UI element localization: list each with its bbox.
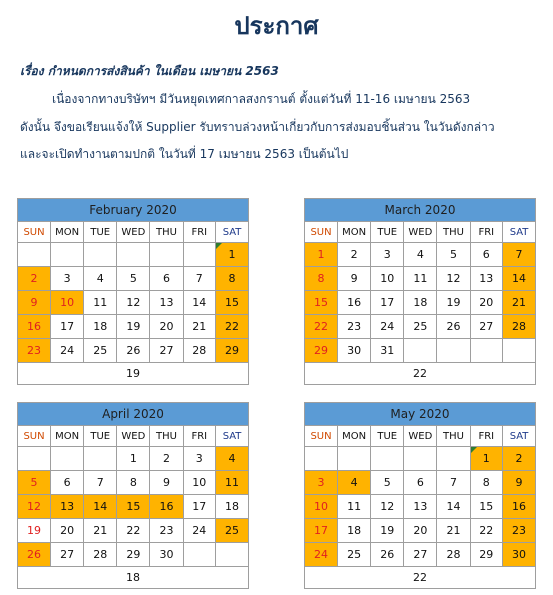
calendar-week-row xyxy=(305,543,536,567)
calendar-day-cell: 12 xyxy=(117,291,150,315)
weekday-header: TUE xyxy=(371,222,404,243)
weekday-header: FRI xyxy=(470,222,503,243)
calendar-day-cell: 3 xyxy=(371,243,404,267)
calendar-day-cell: 7 xyxy=(84,471,117,495)
calendar-day-cell: 21 xyxy=(183,315,216,339)
calendar-day-cell: 29 xyxy=(117,543,150,567)
calendar-day-cell: 20 xyxy=(404,519,437,543)
calendar-day-cell: 23 xyxy=(18,339,51,363)
calendar-day-cell: 27 xyxy=(470,315,503,339)
calendar-day-cell: 28 xyxy=(84,543,117,567)
calendar-empty-cell xyxy=(51,243,84,267)
weekday-header: FRI xyxy=(183,222,216,243)
weekday-header: FRI xyxy=(183,426,216,447)
weekday-header: SUN xyxy=(18,426,51,447)
calendar-day-cell: 2 xyxy=(338,243,371,267)
calendar-day-cell: 25 xyxy=(216,519,249,543)
calendar-april xyxy=(17,402,249,589)
body-line-3: และจะเปิดทำงานตามปกติ ในวันที่ 17 เมษายน 2563 เป็นต้นไป xyxy=(20,147,349,161)
calendar-day-cell: 19 xyxy=(117,315,150,339)
calendar-week-row xyxy=(305,291,536,315)
weekday-header: SAT xyxy=(503,426,536,447)
calendar-day-cell: 15 xyxy=(305,291,338,315)
calendar-day-cell: 20 xyxy=(470,291,503,315)
calendar-day-cell: 13 xyxy=(470,267,503,291)
calendar-day-cell: 24 xyxy=(371,315,404,339)
calendar-week-row xyxy=(305,447,536,471)
weekday-header: SUN xyxy=(305,426,338,447)
calendar-day-cell: 14 xyxy=(503,267,536,291)
calendar-day-cell: 12 xyxy=(371,495,404,519)
calendar-day-cell: 25 xyxy=(84,339,117,363)
calendar-day-cell: 2 xyxy=(150,447,183,471)
comment-marker-icon xyxy=(471,447,477,453)
calendar-day-cell: 11 xyxy=(404,267,437,291)
calendar-day-cell: 9 xyxy=(150,471,183,495)
calendar-day-cell: 8 xyxy=(117,471,150,495)
calendar-day-cell: 25 xyxy=(404,315,437,339)
calendar-day-cell: 10 xyxy=(371,267,404,291)
weekday-header: THU xyxy=(150,426,183,447)
calendar-week-row xyxy=(305,339,536,363)
calendar-week-row xyxy=(18,495,249,519)
weekday-header: THU xyxy=(437,426,470,447)
calendar-week-row xyxy=(18,447,249,471)
calendar-day-cell: 18 xyxy=(338,519,371,543)
calendar-day-cell: 24 xyxy=(51,339,84,363)
calendar-day-cell: 29 xyxy=(305,339,338,363)
weekday-header: MON xyxy=(338,222,371,243)
calendar-day-cell: 10 xyxy=(183,471,216,495)
calendar-day-cell: 16 xyxy=(338,291,371,315)
calendar-day-cell: 22 xyxy=(117,519,150,543)
calendar-empty-cell xyxy=(150,243,183,267)
calendar-empty-cell xyxy=(338,447,371,471)
calendar-week-row xyxy=(305,519,536,543)
calendar-day-cell: 6 xyxy=(404,471,437,495)
weekday-header: SAT xyxy=(216,426,249,447)
calendar-day-cell: 16 xyxy=(18,315,51,339)
calendar-day-cell: 31 xyxy=(371,339,404,363)
calendar-day-cell: 19 xyxy=(371,519,404,543)
calendar-empty-cell xyxy=(51,447,84,471)
calendar-day-cell: 1 xyxy=(305,243,338,267)
calendar-day-cell: 11 xyxy=(84,291,117,315)
calendar-day-cell: 30 xyxy=(503,543,536,567)
calendar-week-row xyxy=(18,315,249,339)
calendar-february xyxy=(17,198,249,385)
calendar-empty-cell xyxy=(84,447,117,471)
calendar-day-cell: 5 xyxy=(371,471,404,495)
calendar-day-cell: 17 xyxy=(305,519,338,543)
calendar-day-cell: 9 xyxy=(338,267,371,291)
calendar-week-row xyxy=(305,471,536,495)
calendar-day-cell: 20 xyxy=(150,315,183,339)
calendar-empty-cell xyxy=(84,243,117,267)
calendar-empty-cell xyxy=(470,339,503,363)
calendar-day-cell: 9 xyxy=(503,471,536,495)
calendar-day-cell: 15 xyxy=(216,291,249,315)
calendar-day-cell: 22 xyxy=(216,315,249,339)
calendar-week-row xyxy=(305,243,536,267)
calendar-may xyxy=(304,402,536,589)
calendar-week-row xyxy=(18,267,249,291)
calendar-day-cell: 8 xyxy=(216,267,249,291)
calendar-day-cell: 4 xyxy=(404,243,437,267)
calendar-day-cell: 1 xyxy=(216,243,249,267)
weekday-header: WED xyxy=(404,426,437,447)
calendar-day-cell: 6 xyxy=(470,243,503,267)
working-days-total: 22 xyxy=(305,363,536,385)
working-days-total: 19 xyxy=(18,363,249,385)
calendar-day-cell: 18 xyxy=(84,315,117,339)
comment-marker-icon xyxy=(216,243,222,249)
weekday-header: TUE xyxy=(84,426,117,447)
calendar-day-cell: 7 xyxy=(503,243,536,267)
weekday-header: SUN xyxy=(305,222,338,243)
calendar-day-cell: 26 xyxy=(117,339,150,363)
calendar-day-cell: 3 xyxy=(51,267,84,291)
calendar-day-cell: 14 xyxy=(183,291,216,315)
calendar-day-cell: 6 xyxy=(51,471,84,495)
calendar-day-cell: 17 xyxy=(371,291,404,315)
calendar-day-cell: 25 xyxy=(338,543,371,567)
weekday-header: THU xyxy=(437,222,470,243)
calendar-day-cell: 10 xyxy=(51,291,84,315)
calendar-day-cell: 3 xyxy=(305,471,338,495)
calendar-day-cell: 18 xyxy=(404,291,437,315)
calendar-day-cell: 26 xyxy=(371,543,404,567)
calendar-day-cell: 3 xyxy=(183,447,216,471)
calendar-empty-cell xyxy=(437,339,470,363)
calendar-day-cell: 4 xyxy=(216,447,249,471)
calendar-day-cell: 12 xyxy=(437,267,470,291)
calendar-day-cell: 7 xyxy=(183,267,216,291)
calendar-day-cell: 2 xyxy=(503,447,536,471)
calendar-day-cell: 27 xyxy=(51,543,84,567)
calendar-day-cell: 19 xyxy=(18,519,51,543)
calendar-day-cell: 30 xyxy=(338,339,371,363)
calendar-day-cell: 24 xyxy=(183,519,216,543)
calendar-week-row xyxy=(18,291,249,315)
calendar-day-cell: 8 xyxy=(470,471,503,495)
calendar-day-cell: 27 xyxy=(150,339,183,363)
calendar-day-cell: 5 xyxy=(437,243,470,267)
weekday-header: MON xyxy=(51,426,84,447)
weekday-header: TUE xyxy=(84,222,117,243)
calendar-day-cell: 15 xyxy=(117,495,150,519)
calendar-day-cell: 27 xyxy=(404,543,437,567)
calendar-day-cell: 11 xyxy=(216,471,249,495)
subject-line: เรื่อง กำหนดการส่งสินค้า ในเดือน เมษายน 2563 xyxy=(20,64,279,78)
weekday-header: TUE xyxy=(371,426,404,447)
weekday-header: WED xyxy=(117,222,150,243)
calendar-day-cell: 28 xyxy=(183,339,216,363)
calendar-day-cell: 9 xyxy=(18,291,51,315)
calendar-day-cell: 7 xyxy=(437,471,470,495)
calendar-day-cell: 28 xyxy=(437,543,470,567)
page-title: ประกาศ xyxy=(234,12,319,40)
calendar-day-cell: 26 xyxy=(437,315,470,339)
working-days-total: 22 xyxy=(305,567,536,589)
calendar-day-cell: 18 xyxy=(216,495,249,519)
calendar-empty-cell xyxy=(117,243,150,267)
calendar-day-cell: 16 xyxy=(150,495,183,519)
working-days-total: 18 xyxy=(18,567,249,589)
calendar-day-cell: 13 xyxy=(51,495,84,519)
calendar-day-cell: 21 xyxy=(437,519,470,543)
calendar-day-cell: 14 xyxy=(437,495,470,519)
calendar-empty-cell xyxy=(404,447,437,471)
calendar-empty-cell xyxy=(371,447,404,471)
calendar-day-cell: 5 xyxy=(117,267,150,291)
calendar-week-row xyxy=(18,339,249,363)
calendar-day-cell: 29 xyxy=(470,543,503,567)
calendar-day-cell: 21 xyxy=(503,291,536,315)
calendar-week-row xyxy=(18,243,249,267)
calendar-empty-cell xyxy=(18,447,51,471)
calendar-week-row xyxy=(18,543,249,567)
calendar-day-cell: 23 xyxy=(338,315,371,339)
calendar-day-cell: 20 xyxy=(51,519,84,543)
calendar-day-cell: 1 xyxy=(117,447,150,471)
calendar-month-title: May 2020 xyxy=(305,403,536,426)
calendar-day-cell: 5 xyxy=(18,471,51,495)
weekday-header: SAT xyxy=(503,222,536,243)
calendar-day-cell: 26 xyxy=(18,543,51,567)
calendar-day-cell: 15 xyxy=(470,495,503,519)
calendar-day-cell: 29 xyxy=(216,339,249,363)
calendar-day-cell: 11 xyxy=(338,495,371,519)
calendar-day-cell: 23 xyxy=(503,519,536,543)
calendar-day-cell: 22 xyxy=(470,519,503,543)
calendar-day-cell: 6 xyxy=(150,267,183,291)
weekday-header: SAT xyxy=(216,222,249,243)
calendar-empty-cell xyxy=(437,447,470,471)
calendar-empty-cell xyxy=(183,243,216,267)
weekday-header: WED xyxy=(404,222,437,243)
calendar-month-title: February 2020 xyxy=(18,199,249,222)
calendar-day-cell: 14 xyxy=(84,495,117,519)
weekday-header: WED xyxy=(117,426,150,447)
calendar-empty-cell xyxy=(183,543,216,567)
calendar-day-cell: 22 xyxy=(305,315,338,339)
calendar-empty-cell xyxy=(18,243,51,267)
calendar-week-row xyxy=(305,495,536,519)
calendar-day-cell: 21 xyxy=(84,519,117,543)
calendar-day-cell: 4 xyxy=(84,267,117,291)
body-line-1: เนื่องจากทางบริษัทฯ มีวันหยุดเทศกาลสงกรานต์ ตั้งแต่วันที่ 11-16 เมษายน 2563 xyxy=(52,92,471,106)
calendar-week-row xyxy=(305,315,536,339)
calendar-day-cell: 17 xyxy=(183,495,216,519)
calendar-week-row xyxy=(305,267,536,291)
calendar-month-title: March 2020 xyxy=(305,199,536,222)
weekday-header: THU xyxy=(150,222,183,243)
calendar-march xyxy=(304,198,536,385)
calendar-day-cell: 17 xyxy=(51,315,84,339)
calendar-day-cell: 19 xyxy=(437,291,470,315)
calendar-day-cell: 13 xyxy=(150,291,183,315)
weekday-header: SUN xyxy=(18,222,51,243)
calendar-day-cell: 8 xyxy=(305,267,338,291)
calendar-day-cell: 23 xyxy=(150,519,183,543)
calendar-day-cell: 4 xyxy=(338,471,371,495)
calendar-day-cell: 12 xyxy=(18,495,51,519)
calendar-day-cell: 28 xyxy=(503,315,536,339)
calendar-month-title: April 2020 xyxy=(18,403,249,426)
calendar-week-row xyxy=(18,471,249,495)
calendar-day-cell: 30 xyxy=(150,543,183,567)
weekday-header: FRI xyxy=(470,426,503,447)
weekday-header: MON xyxy=(338,426,371,447)
calendar-day-cell: 24 xyxy=(305,543,338,567)
calendar-day-cell: 16 xyxy=(503,495,536,519)
weekday-header: MON xyxy=(51,222,84,243)
calendar-empty-cell xyxy=(305,447,338,471)
calendar-empty-cell xyxy=(503,339,536,363)
calendar-day-cell: 13 xyxy=(404,495,437,519)
calendar-week-row xyxy=(18,519,249,543)
calendar-day-cell: 2 xyxy=(18,267,51,291)
calendar-day-cell: 10 xyxy=(305,495,338,519)
calendar-empty-cell xyxy=(404,339,437,363)
calendar-empty-cell xyxy=(216,543,249,567)
body-line-2: ดังนั้น จึงขอเรียนแจ้งให้ Supplier รับทราบล่วงหน้าเกี่ยวกับการส่งมอบชิ้นส่วน ในวันดังกล่าว xyxy=(20,120,495,134)
calendar-day-cell: 1 xyxy=(470,447,503,471)
